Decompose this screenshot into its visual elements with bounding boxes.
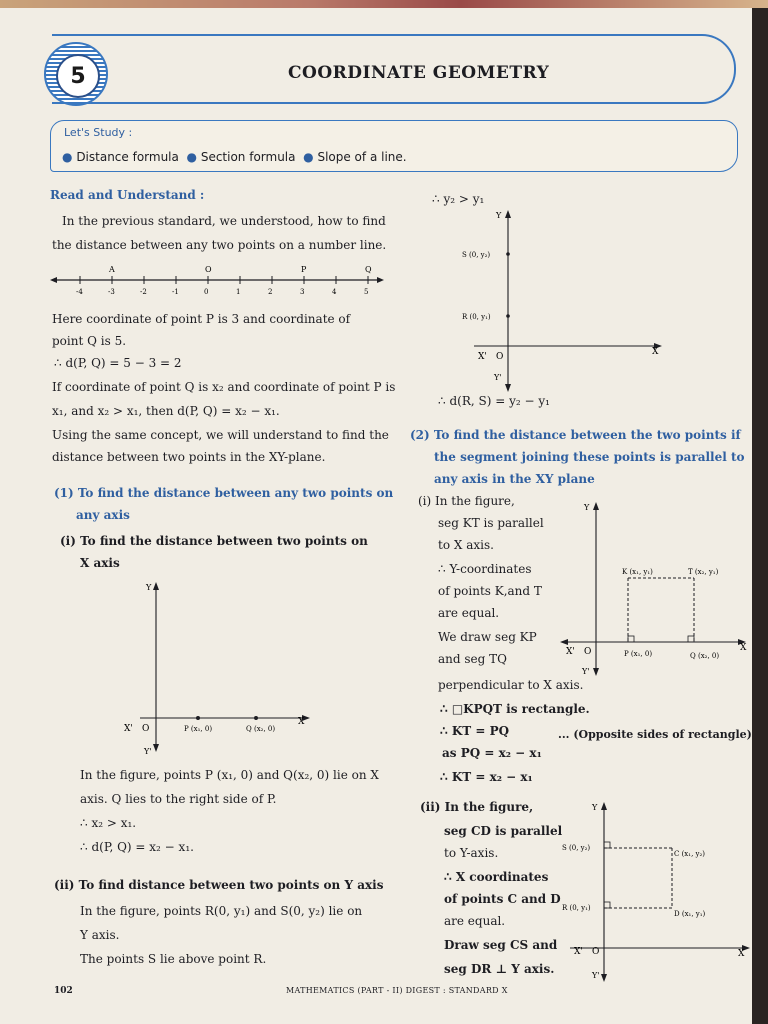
ii-line-7: seg DR ⊥ Y axis. — [444, 962, 555, 976]
top-edge — [0, 0, 768, 8]
r-line-1: In the figure, points R(0, y₁) and S(0, y₂) lie on — [80, 904, 363, 918]
i-line-7: and seg TQ — [438, 652, 507, 666]
fig4-origin-label: O — [592, 947, 600, 957]
p-line-6: Using the same concept, we will understand to find the — [52, 428, 389, 442]
fig1-q-label: Q (x₂, 0) — [246, 725, 276, 733]
fig3-xpos-label: X — [740, 643, 747, 653]
q-line-1: In the figure, points P (x₁, 0) and Q(x₂, 0) lie on X — [80, 768, 379, 782]
chapter-number: 5 — [56, 54, 100, 98]
i-line-1: seg KT is parallel — [438, 516, 544, 530]
ii-line-0: (ii) In the figure, — [420, 800, 534, 814]
fig2-xneg-label: X' — [478, 352, 487, 362]
i-line-2: to X axis. — [438, 538, 494, 552]
s-line-2: ∴ d(R, S) = y₂ − y₁ — [438, 394, 550, 408]
page-number: 102 — [54, 986, 73, 996]
heading-2c: any axis in the XY plane — [434, 472, 595, 486]
intro-line-2: the distance between any two points on a number line. — [52, 238, 387, 252]
number-line-tick-label: 3 — [300, 288, 305, 296]
number-line-tick-label: 2 — [268, 288, 273, 296]
fig2-r-label: R (0, y₁) — [462, 313, 491, 321]
i-line-3: ∴ Y-coordinates — [438, 562, 532, 576]
fig3-k-label: K (x₁, y₁) — [622, 568, 653, 576]
page — [0, 8, 752, 1024]
p-line-5: x₁, and x₂ > x₁, then d(P, Q) = x₂ − x₁. — [52, 404, 280, 418]
s-line-1: ∴ y₂ > y₁ — [432, 192, 485, 206]
q-line-2: axis. Q lies to the right side of P. — [80, 792, 277, 806]
fig2-origin-label: O — [496, 352, 504, 362]
fig4-s-label: S (0, y₂) — [562, 844, 591, 852]
heading-2a: (2) To find the distance between the two points if — [410, 428, 741, 442]
number-line-tick-label: -3 — [108, 288, 115, 296]
topic-slope: Slope of a line. — [317, 150, 407, 164]
heading-1i-a: (i) To find the distance between two points on — [60, 534, 368, 548]
p-line-7: distance between two points in the XY-plane. — [52, 450, 326, 464]
r-line-2: Y axis. — [80, 928, 120, 942]
i-line-8: perpendicular to X axis. — [438, 678, 584, 692]
intro-line-1: In the previous standard, we understood, how to find — [62, 214, 386, 228]
fig3-t-label: T (x₂, y₁) — [688, 568, 719, 576]
q-line-4: ∴ d(P, Q) = x₂ − x₁. — [80, 840, 194, 854]
fig2-y-label: Y — [496, 211, 502, 220]
ii-line-2: to Y-axis. — [444, 846, 499, 860]
number-line-tick-label: -1 — [172, 288, 179, 296]
heading-1b: any axis — [76, 508, 130, 522]
heading-2b: the segment joining these points is parallel to — [434, 450, 745, 464]
number-line-figure — [50, 260, 386, 300]
fig2-yneg-label: Y' — [494, 373, 502, 382]
fig4-xneg-label: X' — [574, 947, 583, 957]
number-line-point-label: P — [301, 265, 307, 274]
ii-line-5: are equal. — [444, 914, 506, 928]
topic-section: Section formula — [200, 150, 296, 164]
fig1-p-label: P (x₁, 0) — [184, 725, 213, 733]
fig4-y-label: Y — [592, 803, 598, 812]
figure-segment-cd — [560, 796, 752, 986]
number-line-tick-label: 0 — [204, 288, 209, 296]
figure-x-axis — [118, 576, 314, 756]
lets-study-box — [50, 120, 738, 172]
heading-1a: (1) To find the distance between any two points on — [54, 486, 394, 500]
number-line-point-label: Q — [365, 265, 372, 274]
ii-line-3: ∴ X coordinates — [444, 870, 549, 884]
kt-line: ∴ KT = PQ — [440, 724, 510, 738]
number-line-point-label: A — [109, 265, 115, 274]
p-line-2: point Q is 5. — [52, 334, 127, 348]
number-line-point-label: O — [205, 265, 212, 274]
heading-1i-b: X axis — [80, 556, 120, 570]
number-line-tick-label: -4 — [76, 288, 83, 296]
fig3-p-label: P (x₁, 0) — [624, 650, 653, 658]
fig1-xpos-label: X — [298, 717, 305, 727]
fig4-yneg-label: Y' — [592, 971, 600, 980]
i-line-0: (i) In the figure, — [418, 494, 515, 508]
ii-line-4: of points C and D — [444, 892, 561, 906]
fig4-d-label: D (x₁, y₁) — [674, 910, 706, 918]
topic-distance: Distance formula — [76, 150, 179, 164]
lets-study-label: Let's Study : — [64, 126, 133, 139]
fig4-c-label: C (x₁, y₂) — [674, 850, 706, 858]
p-line-4: If coordinate of point Q is x₂ and coordinate of point P is — [52, 380, 396, 394]
number-line-tick-label: 4 — [332, 288, 337, 296]
q-line-3: ∴ x₂ > x₁. — [80, 816, 137, 830]
figure-y-axis — [460, 204, 670, 394]
r-line-3: The points S lie above point R. — [80, 952, 267, 966]
i-line-4: of points K,and T — [438, 584, 542, 598]
book-title: MATHEMATICS (PART - II) DIGEST : STANDARD X — [286, 986, 508, 995]
chapter-title: COORDINATE GEOMETRY — [288, 63, 550, 83]
number-line-tick-label: 1 — [236, 288, 241, 296]
ii-line-1: seg CD is parallel — [444, 824, 563, 838]
fig4-r-label: R (0, y₁) — [562, 904, 591, 912]
i-line-6: We draw seg KP — [438, 630, 537, 644]
fig3-yneg-label: Y' — [582, 667, 590, 676]
fig1-origin-label: O — [142, 724, 150, 734]
bullet-icon: ● — [303, 150, 314, 164]
fig3-y-label: Y — [584, 503, 590, 512]
p-line-1: Here coordinate of point P is 3 and coordinate of — [52, 312, 351, 326]
figure-rectangle-kpqt — [556, 496, 752, 678]
lets-study-topics — [62, 150, 407, 164]
fig3-q-label: Q (x₂, 0) — [690, 652, 720, 660]
pq-line: as PQ = x₂ − x₁ — [442, 746, 542, 760]
fig2-s-label: S (0, y₂) — [462, 251, 491, 259]
number-line-tick-label: 5 — [364, 288, 369, 296]
fig1-xneg-label: X' — [124, 724, 133, 734]
number-line-tick-label: -2 — [140, 288, 147, 296]
fig4-xpos-label: X — [738, 949, 745, 959]
fig3-xneg-label: X' — [566, 647, 575, 657]
rect-line: ∴ □KPQT is rectangle. — [440, 702, 590, 716]
ii-line-6: Draw seg CS and — [444, 938, 558, 952]
fig1-y-label: Y — [146, 583, 152, 592]
kt2-line: ∴ KT = x₂ − x₁ — [440, 770, 533, 784]
kt-note: ... (Opposite sides of rectangle) — [558, 728, 752, 741]
bullet-icon: ● — [186, 150, 197, 164]
bullet-icon: ● — [62, 150, 73, 164]
fig2-xpos-label: X — [652, 347, 659, 357]
fig3-origin-label: O — [584, 647, 592, 657]
read-heading: Read and Understand : — [50, 188, 205, 202]
fig1-yneg-label: Y' — [144, 747, 152, 756]
heading-1ii: (ii) To find distance between two points on Y axis — [54, 878, 384, 892]
p-line-3: ∴ d(P, Q) = 5 − 3 = 2 — [54, 356, 182, 370]
i-line-5: are equal. — [438, 606, 500, 620]
